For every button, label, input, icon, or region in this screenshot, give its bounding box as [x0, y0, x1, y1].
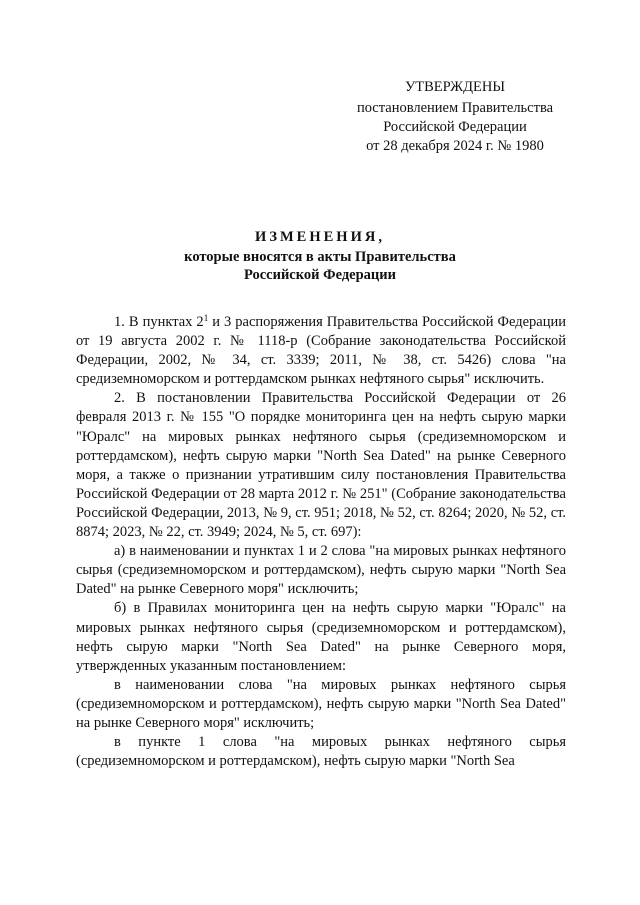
approval-line-2: Российской Федерации [383, 119, 527, 135]
approval-stamp [340, 78, 570, 156]
paragraph-2: 2. В постановлении Правительства Российской Федерации от 26 февраля 2013 г. № 155 "О порядке мониторинга цен на нефть сырую марки "Юралс" на мировых рынках нефтяного сырья (средиземноморском и роттердамском), нефть сырую марки "North Sea Dated" на рынке Северного моря, а также о признании утратившим силу постановления Правительства Российской Федерации от 28 марта 2012 г. № 251" (Собрание законодательства Российской Федерации, 2013, № 9, ст. 951; 2018, № 52, ст. 8264; 2020, № 52, ст. 8874; 2023, № 22, ст. 3949; 2024, № 5, ст. 697): [76, 390, 566, 541]
paragraph-1-rest: и 3 распоряжения Правительства Российской Федерации от 19 августа 2002 г. № 1118-р (Собрание законодательства Российской Федерации, 2002, № 34, ст. 3339; 2011, № 38, ст. 5426) слова "на средиземноморском и роттердамском рынках нефтяного сырья" исключить. [76, 314, 567, 388]
paragraph-1-start: 1. В пунктах 2 [114, 314, 204, 330]
document-title [0, 228, 640, 284]
approval-line-1: постановлением Правительства [356, 100, 554, 116]
title-main: ИЗМЕНЕНИЯ, [255, 229, 385, 245]
paragraph-4: б) в Правилах мониторинга цен на нефть сырую марки "Юралс" на мировых рынках нефтяного сырья (средиземноморском и роттердамском), нефть сырую марки "North Sea Dated" на рынке Северного моря, утвержденных указанным постановлением: [76, 600, 566, 674]
document-body [76, 313, 566, 771]
paragraph-1-superscript: 1 [203, 313, 209, 323]
title-sub-1: которые вносятся в акты Правительства [184, 249, 456, 265]
approval-heading: УТВЕРЖДЕНЫ [404, 79, 506, 95]
paragraph-3: а) в наименовании и пунктах 1 и 2 слова "на мировых рынках нефтяного сырья (средиземноморском и роттердамском), нефть сырую марки "North Sea Dated" на рынке Северного моря" исключить; [76, 543, 566, 598]
title-sub-2: Российской Федерации [243, 267, 396, 283]
paragraph-6: в пункте 1 слова "на мировых рынках нефтяного сырья (средиземноморском и роттердамском), нефть сырую марки "North Sea [76, 734, 566, 770]
paragraph-5: в наименовании слова "на мировых рынках нефтяного сырья (средиземноморском и роттердамском), нефть сырую марки "North Sea Dated" на рынке Северного моря" исключить; [76, 676, 566, 731]
approval-line-3: от 28 декабря 2024 г. № 1980 [366, 138, 544, 154]
paragraph-1 [76, 313, 566, 389]
